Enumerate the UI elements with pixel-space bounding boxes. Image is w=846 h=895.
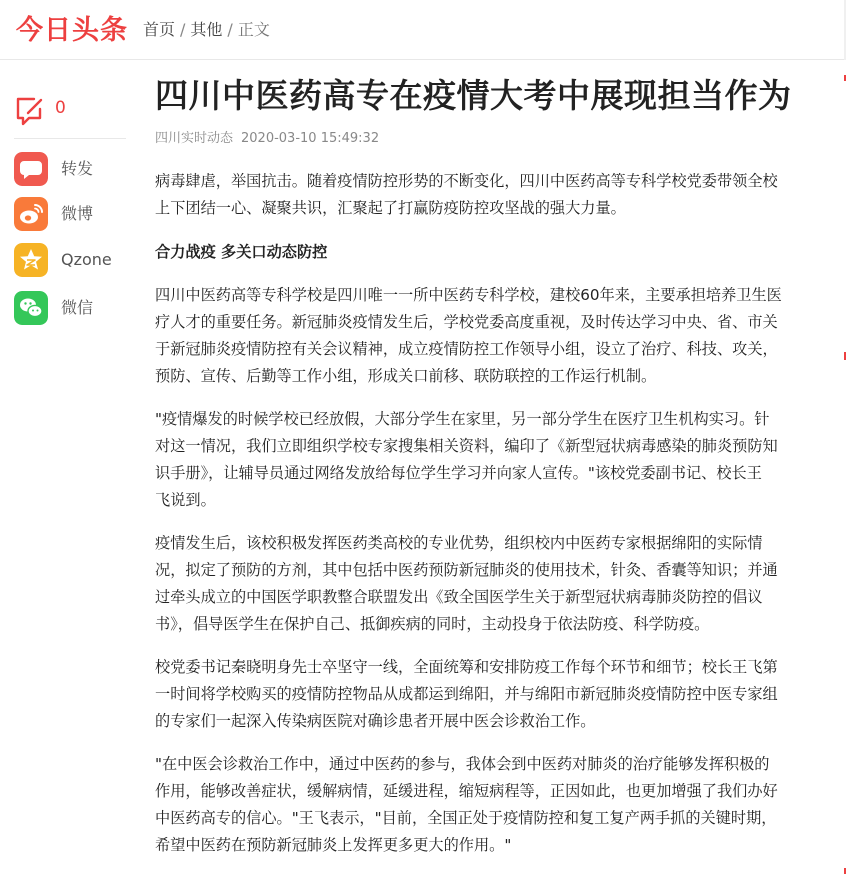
paragraph-line: 书》，倡导医学生在保护自己、抵御疾病的同时，主动投身于依法防疫、科学防疫。 (155, 615, 710, 633)
paragraph-line: 作用，能够改善症状，缓解病情，延缓进程，缩短病程等，正因如此，也更加增强了我们办好 (155, 782, 778, 800)
paragraph-line: 疫情发生后，该校积极发挥医药类高校的专业优势，组织校内中医药专家根据绵阳的实际情 (155, 534, 763, 552)
article-paragraph (155, 168, 815, 222)
breadcrumb (143, 19, 270, 41)
share-wechat-button[interactable] (14, 291, 126, 325)
share-repost-label: 转发 (61, 159, 94, 178)
share-weibo-button[interactable] (14, 197, 126, 231)
paragraph-line: 四川中医药高等专科学校是四川唯一一所中医药专科学校，建校60年来，主要承担培养卫生医 (155, 286, 782, 304)
article-paragraph (155, 530, 815, 638)
article-title: 四川中医药高专在疫情大考中展现担当作为 (155, 76, 792, 115)
article-body (155, 72, 815, 859)
chat-bubble-icon (14, 152, 48, 186)
sidebar-divider (14, 138, 126, 139)
article-paragraph (155, 654, 815, 735)
article-datetime: 2020-03-10 15:49:32 (241, 131, 380, 146)
share-wechat-label: 微信 (61, 298, 94, 317)
article-paragraph (155, 282, 815, 390)
breadcrumb-other[interactable]: 其他 (190, 20, 223, 39)
article-paragraph (155, 406, 815, 514)
paragraph-line: 对这一情况，我们立即组织学校专家搜集相关资料，编印了《新型冠状病毒感染的肺炎预防知 (155, 437, 778, 455)
wechat-icon (14, 291, 48, 325)
breadcrumb-home[interactable]: 首页 (143, 20, 176, 39)
comment-edit-icon (14, 94, 46, 126)
article-source[interactable]: 四川实时动态 (155, 131, 234, 146)
paragraph-line: 识手册》，让辅导员通过网络发放给每位学生学习并向家人宣传。"该校党委副书记、校长王 (155, 464, 762, 482)
share-qzone-button[interactable] (14, 243, 126, 277)
share-weibo-label: 微博 (61, 204, 94, 223)
top-header (0, 0, 846, 60)
article-meta (155, 130, 815, 148)
paragraph-line: 于新冠肺炎疫情防控有关会议精神，成立疫情防控工作领导小组，设立了治疗、科技、攻关， (155, 340, 778, 358)
paragraph-line: 况，拟定了预防的方剂，其中包括中医药预防新冠肺炎的使用技术，针灸、香囊等知识；并通 (155, 561, 778, 579)
toutiao-logo[interactable]: 今日头条 (16, 15, 128, 46)
breadcrumb-separator: / (180, 20, 186, 39)
paragraph-line: 中医药高专的信心。"王飞表示，"目前，全国正处于疫情防控和复工复产两手抓的关键时期， (155, 809, 777, 827)
paragraph-line: 过牵头成立的中国医学职教整合联盟发出《致全国医学生关于新型冠状病毒肺炎防控的倡议 (155, 588, 763, 606)
paragraph-line: 病毒肆虐，举国抗击。随着疫情防控形势的不断变化，四川中医药高等专科学校党委带领全校 (155, 172, 778, 190)
breadcrumb-current: 正文 (237, 20, 270, 39)
share-qzone-label: Qzone (61, 250, 112, 269)
paragraph-line: 上下团结一心、凝聚共识，汇聚起了打赢防疫防控攻坚战的强大力量。 (155, 199, 626, 217)
paragraph-line: 飞说到。 (155, 491, 216, 509)
share-repost-button[interactable] (14, 152, 126, 186)
paragraph-line: "在中医会诊救治工作中，通过中医药的参与，我体会到中医药对肺炎的治疗能够发挥积极的 (155, 755, 770, 773)
qzone-star-icon (14, 243, 48, 277)
breadcrumb-separator: / (227, 20, 233, 39)
paragraph-line: "疫情爆发的时候学校已经放假，大部分学生在家里，另一部分学生在医疗卫生机构实习。针 (155, 410, 770, 428)
weibo-icon (14, 197, 48, 231)
like-count: 0 (55, 98, 66, 118)
paragraph-line: 希望中医药在预防新冠肺炎上发挥更多更大的作用。" (155, 836, 512, 854)
article-paragraph (155, 751, 815, 859)
paragraph-line: 一时间将学校购买的疫情防控物品从成都运到绵阳，并与绵阳市新冠肺炎疫情防控中医专家组 (155, 685, 778, 703)
paragraph-line: 预防、宣传、后勤等工作小组，形成关口前移、联防联控的工作运行机制。 (155, 367, 657, 385)
paragraph-line: 校党委书记秦晓明身先士卒坚守一线，全面统筹和安排防疫工作每个环节和细节；校长王飞第 (155, 658, 778, 676)
paragraph-line: 的专家们一起深入传染病医院对确诊患者开展中医会诊救治工作。 (155, 712, 596, 730)
article-subheading: 合力战疫 多关口动态防控 (155, 243, 328, 261)
paragraph-line: 疗人才的重要任务。新冠肺炎疫情发生后，学校党委高度重视，及时传达学习中央、省、市关 (155, 313, 778, 331)
